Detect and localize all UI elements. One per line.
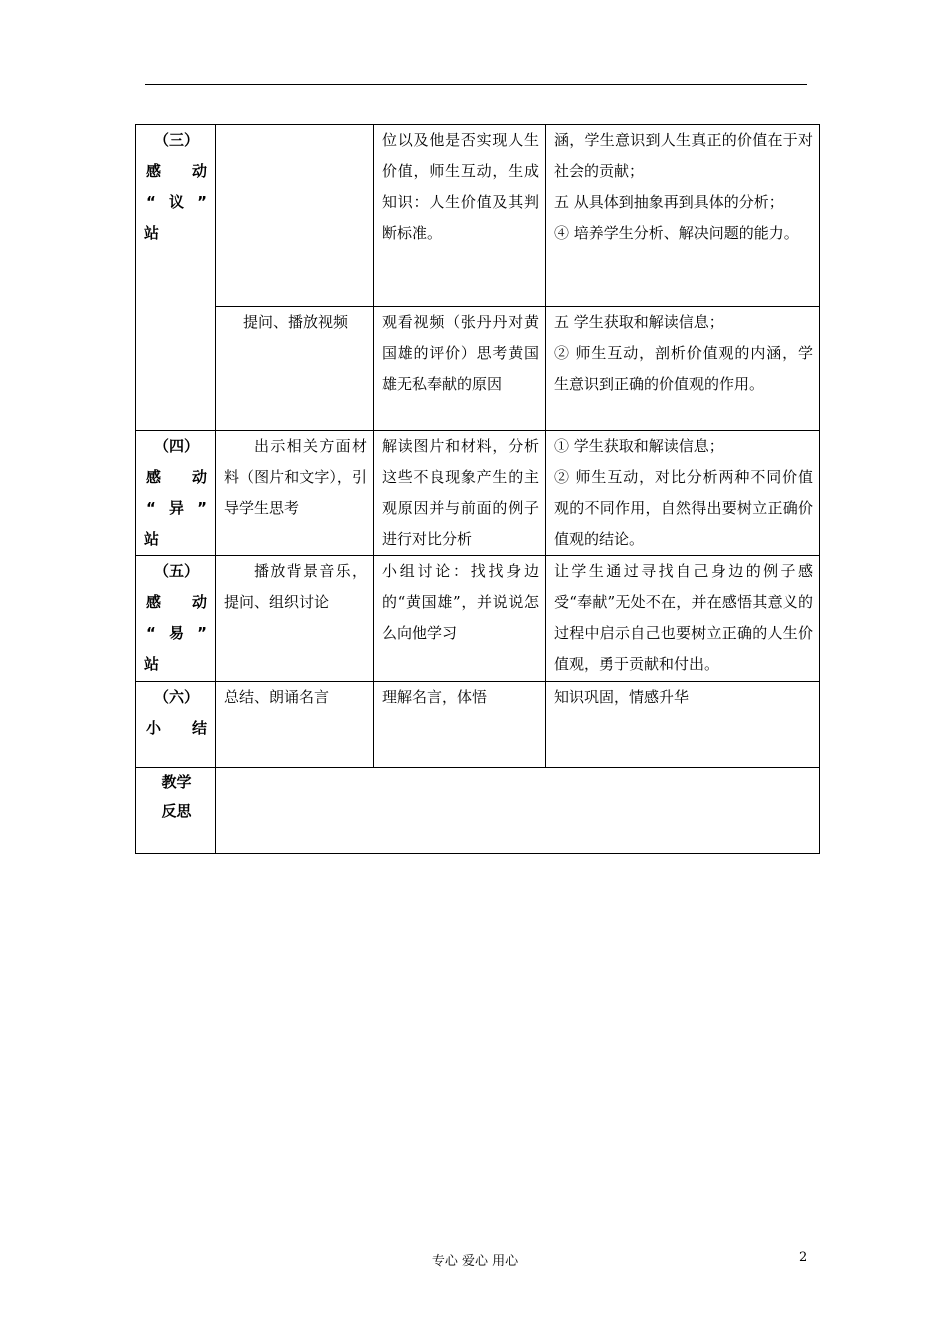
activity-cell: 理解名言，体悟 (374, 682, 546, 768)
stage-char: 结 (191, 719, 207, 737)
method-cell (216, 125, 374, 307)
stage-title-line (144, 618, 209, 649)
activity-cell: 位以及他是否实现人生价值，师生互动，生成知识：人生价值及其判断标准。 (374, 125, 546, 307)
intent-item: 五 学生获取和解读信息； (554, 313, 724, 331)
stage-cell-summary (136, 682, 216, 768)
stage-cell-reflection (136, 768, 216, 854)
stage-char: 感 (146, 468, 162, 486)
stage-char: 动 (191, 468, 207, 486)
stage-cell-yi3 (136, 556, 216, 682)
stage-number: （三） (153, 131, 199, 149)
table-row (136, 431, 820, 556)
intent-cell (546, 556, 820, 682)
table-row (136, 682, 820, 768)
stage-title-line (144, 587, 209, 618)
stage-char: 站 (144, 224, 160, 242)
intent-cell (546, 682, 820, 768)
stage-number: （四） (153, 437, 199, 455)
stage-char: 站 (144, 530, 160, 548)
table-row (136, 768, 820, 854)
intent-item: 涵，学生意识到人生真正的价值在于对社会的贡献； (554, 131, 813, 180)
method-cell: 总结、朗诵名言 (216, 682, 374, 768)
intent-item: 知识巩固，情感升华 (554, 688, 690, 706)
intent-item: 五 从具体到抽象再到具体的分析； (554, 193, 784, 211)
method-cell: 提问、播放视频 (216, 307, 374, 431)
stage-title-line (144, 187, 209, 218)
header-rule (145, 84, 807, 85)
intent-item: ① 学生获取和解读信息； (554, 437, 724, 455)
activity-cell: 解读图片和材料，分析这些不良现象产生的主观原因并与前面的例子进行对比分析 (374, 431, 546, 556)
table-row (136, 556, 820, 682)
stage-char: ” (197, 624, 207, 642)
intent-item: ② 师生互动，对比分析两种不同价值观的不同作用，自然得出要树立正确价值观的结论。 (554, 468, 813, 548)
stage-cell-yi2 (136, 431, 216, 556)
stage-title-line (144, 462, 209, 493)
intent-item: ② 师生互动，剖析价值观的内涵，学生意识到正确的价值观的作用。 (554, 344, 813, 393)
method-cell: 播放背景音乐，提问、组织讨论 (216, 556, 374, 682)
intent-cell (546, 431, 820, 556)
stage-char: 感 (146, 162, 162, 180)
stage-char: ” (197, 193, 207, 211)
reflection-content-cell (216, 768, 820, 854)
intent-item: 让学生通过寻找自己身边的例子感受“奉献”无处不在，并在感悟其意义的过程中启示自己也要树立正确的人生价值观，勇于贡献和付出。 (554, 562, 813, 673)
stage-char: “ (146, 193, 156, 211)
method-cell: 出示相关方面材料（图片和文字），引导学生思考 (216, 431, 374, 556)
stage-char: 动 (191, 593, 207, 611)
table-row (136, 125, 820, 307)
page-number: 2 (799, 1250, 808, 1265)
stage-char: 议 (168, 193, 184, 211)
page-footer: 专心 爱心 用心 (431, 1254, 519, 1269)
intent-cell (546, 125, 820, 307)
stage-char: 感 (146, 593, 162, 611)
intent-cell (546, 307, 820, 431)
stage-char: 反思 (161, 802, 192, 820)
stage-char: 易 (168, 624, 184, 642)
stage-number: （五） (153, 562, 199, 580)
stage-char: 异 (168, 499, 184, 517)
stage-char: 动 (191, 162, 207, 180)
stage-char: 小 (146, 719, 162, 737)
lesson-plan-table (135, 124, 820, 854)
stage-char: ” (197, 499, 207, 517)
stage-title-line (144, 493, 209, 524)
activity-cell: 观看视频（张丹丹对黄国雄的评价）思考黄国雄无私奉献的原因 (374, 307, 546, 431)
table-row (136, 307, 820, 431)
stage-char: “ (146, 499, 156, 517)
stage-title-line (144, 156, 209, 187)
stage-title-line (144, 713, 209, 744)
stage-char: 教学 (161, 773, 192, 791)
stage-char: “ (146, 624, 156, 642)
intent-item: ④ 培养学生分析、解决问题的能力。 (554, 224, 799, 242)
stage-char: 站 (144, 655, 160, 673)
stage-cell-yi (136, 125, 216, 431)
stage-number: （六） (153, 688, 199, 706)
activity-cell: 小组讨论：找找身边的“黄国雄”，并说说怎么向他学习 (374, 556, 546, 682)
